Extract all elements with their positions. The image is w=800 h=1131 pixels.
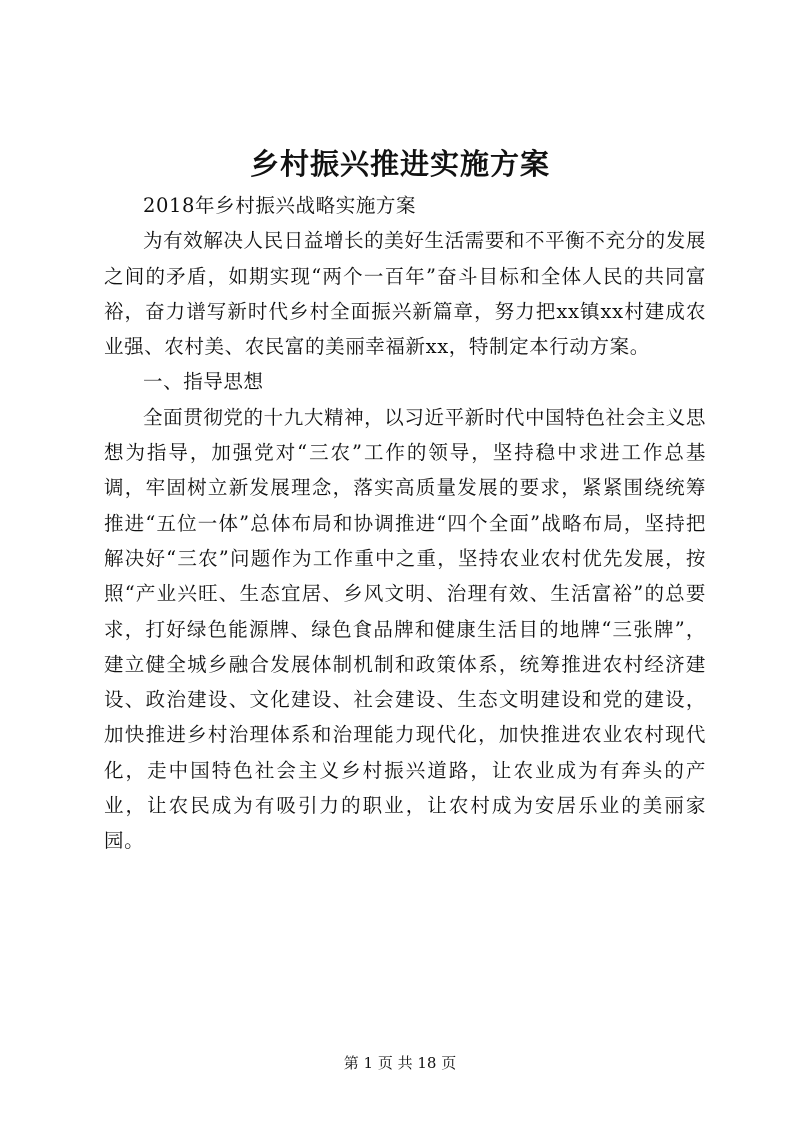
section-heading: 一、指导思想 (143, 370, 264, 394)
intro-paragraph: 为有效解决人民日益增长的美好生活需要和不平衡不充分的发展之间的矛盾，如期实现“两个一百年”奋斗目标和全体人民的共同富裕，奋力谱写新时代乡村全面振兴新篇章，努力把xx镇xx村建成农业强、农村美、农民富的美丽幸福新xx，特制定本行动方案。 (104, 229, 706, 359)
document-body (104, 188, 706, 859)
subtitle-paragraph: 2018年乡村振兴战略实施方案 (143, 194, 417, 217)
guiding-thought-paragraph: 全面贯彻党的十九大精神，以习近平新时代中国特色社会主义思想为指导，加强党对“三农”工作的领导，坚持稳中求进工作总基调，牢固树立新发展理念，落实高质量发展的要求，紧紧围绕统筹推进“五位一体”总体布局和协调推进“四个全面”战略布局，坚持把解决好“三农”问题作为工作重中之重，坚持农业农村优先发展，按照“产业兴旺、生态宜居、乡风文明、治理有效、生活富裕”的总要求，打好绿色能源牌、绿色食品牌和健康生活目的地牌“三张牌”，建立健全城乡融合发展体制机制和政策体系，统筹推进农村经济建设、政治建设、文化建设、社会建设、生态文明建设和党的建设，加快推进乡村治理体系和治理能力现代化，加快推进农业农村现代化，走中国特色社会主义乡村振兴道路，让农业成为有奔头的产业，让农民成为有吸引力的职业，让农村成为安居乐业的美丽家园。 (104, 405, 706, 853)
page-footer: 第 1 页 共 18 页 (343, 1054, 457, 1072)
document-title: 乡村振兴推进实施方案 (249, 147, 550, 181)
